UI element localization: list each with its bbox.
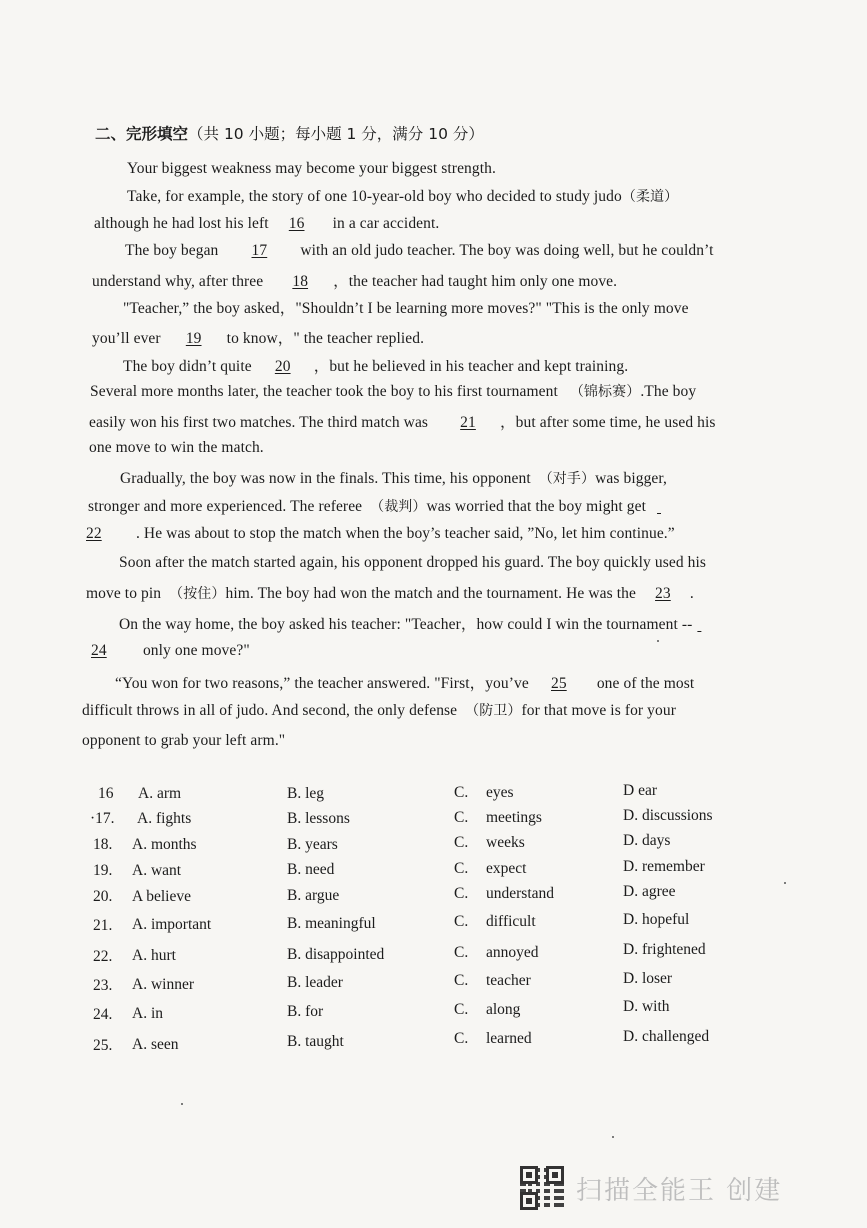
option-b[interactable]: B. disappointed (287, 946, 385, 963)
option-a[interactable]: A. winner (132, 976, 194, 993)
question-number: 24. (93, 1006, 113, 1023)
passage-text: to know，" the teacher replied. (226, 330, 425, 347)
option-d[interactable]: D. hopeful (623, 911, 690, 928)
passage-text: ，but after some time, he used his (500, 414, 716, 431)
question-number: ·17. (90, 810, 115, 827)
section-info: （共 10 小题；每小题 1 分，满分 10 分） (188, 125, 484, 143)
option-d[interactable]: D. with (623, 998, 670, 1015)
option-a[interactable]: A. months (132, 836, 197, 853)
passage-line (119, 554, 706, 572)
question-number: 20. (93, 888, 113, 905)
option-b[interactable]: B. need (287, 861, 335, 878)
passage-text: for that move is for your (521, 702, 676, 719)
passage-text: with an old judo teacher. The boy was doing well, but he couldn’t (300, 242, 714, 259)
option-a[interactable]: A. seen (132, 1036, 179, 1053)
passage-text: stronger and more experienced. The referee (88, 498, 363, 515)
passage-line (86, 583, 694, 603)
blank-23[interactable]: 23 (655, 585, 671, 602)
blank-19[interactable]: 19 (185, 330, 202, 347)
option-a[interactable]: A. important (132, 916, 212, 933)
question-number: 23. (93, 977, 113, 994)
option-c[interactable]: eyes (486, 784, 514, 801)
passage-line (82, 732, 285, 750)
passage-text: ，the teacher had taught him only one move. (333, 273, 618, 290)
passage-line (123, 296, 689, 318)
passage-text: Your biggest weakness may become your biggest strength. (127, 160, 496, 177)
option-d[interactable]: D. loser (623, 970, 673, 987)
option-d[interactable]: D ear (623, 782, 657, 799)
passage-text: . (689, 585, 694, 602)
option-a[interactable]: A. want (132, 862, 182, 879)
option-c[interactable]: annoyed (486, 944, 539, 961)
option-b[interactable]: B. taught (287, 1033, 344, 1050)
passage-line (120, 468, 667, 488)
option-a[interactable]: A. hurt (132, 947, 176, 964)
passage-text: The boy began (125, 242, 219, 259)
option-c-letter: C. (454, 972, 469, 989)
option-c[interactable]: learned (486, 1030, 532, 1047)
option-b[interactable]: B. meaningful (287, 915, 376, 932)
passage-line (92, 269, 617, 291)
passage-text: move to pin (86, 585, 162, 602)
blank-18[interactable]: 18 (292, 273, 309, 290)
passage-line (115, 671, 694, 693)
chinese-gloss: （按住） (169, 586, 226, 602)
question-number: 21. (93, 917, 113, 934)
passage-text: you’ll ever (92, 330, 161, 347)
blank-25[interactable]: 25 (551, 675, 567, 692)
option-c-letter: C. (454, 913, 469, 930)
question-number: 19. (93, 862, 113, 879)
scanner-watermark (520, 1164, 800, 1210)
option-b[interactable]: B. for (287, 1003, 324, 1020)
blank-20[interactable]: 20 (274, 358, 291, 375)
option-c-letter: C. (454, 834, 469, 851)
passage-text: The boy didn’t quite (123, 358, 252, 375)
passage-text: in a car accident. (332, 215, 440, 232)
option-d[interactable]: D. agree (623, 883, 676, 900)
option-c[interactable]: along (486, 1001, 521, 1018)
passage-line (82, 700, 676, 720)
passage-line (91, 642, 250, 660)
option-a[interactable]: A. in (132, 1005, 163, 1022)
passage-text: easily won his first two matches. The third match was (89, 414, 429, 431)
option-d[interactable]: D. frightened (623, 941, 706, 958)
chinese-gloss: （裁判） (370, 499, 427, 515)
blank-24[interactable]: 24 (91, 642, 107, 659)
blank-22[interactable]: 22 (86, 525, 102, 542)
passage-line (92, 326, 424, 348)
passage-text: opponent to grab your left arm." (82, 732, 286, 749)
passage-text: ，but he believed in his teacher and kept training. (313, 358, 629, 375)
option-c[interactable]: understand (486, 885, 555, 902)
option-d[interactable]: D. days (623, 832, 671, 849)
question-number: 18. (93, 836, 113, 853)
passage-text: Gradually, the boy was now in the finals. This time, his opponent (120, 470, 531, 487)
question-number: 25. (93, 1037, 113, 1054)
passage-line (125, 242, 713, 260)
chinese-gloss: （柔道） (621, 189, 679, 205)
option-b[interactable]: B. years (287, 836, 338, 853)
option-b[interactable]: B. lessons (287, 810, 350, 827)
passage-line (119, 612, 706, 634)
passage-line (90, 381, 696, 401)
scan-speck (657, 640, 659, 642)
chinese-gloss: （锦标赛） (569, 384, 641, 400)
option-b[interactable]: B. argue (287, 887, 340, 904)
option-b[interactable]: B. leader (287, 974, 343, 991)
option-c[interactable]: difficult (486, 913, 536, 930)
passage-text: On the way home, the boy asked his teacher: "Teacher，how could I win the tournament -- (119, 616, 693, 633)
passage-text: was bigger, (595, 470, 668, 487)
qr-code-icon (520, 1166, 564, 1210)
chinese-gloss: （对手） (538, 471, 596, 487)
passage-text: Take, for example, the story of one 10-year-old boy who decided to study judo (127, 188, 622, 205)
blank-16[interactable]: 16 (288, 215, 305, 232)
option-c-letter: C. (454, 1001, 469, 1018)
option-a[interactable]: A. arm (138, 785, 182, 802)
blank-21[interactable]: 21 (460, 414, 476, 431)
option-c[interactable]: meetings (486, 809, 542, 826)
option-d[interactable]: D. discussions (623, 807, 713, 824)
option-c-letter: C. (454, 784, 469, 801)
passage-line (86, 525, 675, 543)
option-c-letter: C. (454, 885, 469, 902)
passage-line (89, 439, 264, 457)
passage-text: one move to win the match. (89, 439, 264, 456)
passage-text: . He was about to stop the match when the boy’s teacher said, ”No, let him continue.” (135, 525, 675, 542)
option-d[interactable]: D. challenged (623, 1028, 710, 1045)
option-d[interactable]: D. remember (623, 858, 705, 875)
option-c-letter: C. (454, 944, 469, 961)
option-b[interactable]: B. leg (287, 785, 325, 802)
option-c[interactable]: teacher (486, 972, 531, 989)
passage-text: "Teacher,” the boy asked，"Shouldn’t I be learning more moves?" "This is the only move (123, 300, 689, 317)
blank-17[interactable]: 17 (251, 242, 268, 259)
passage-line (127, 160, 496, 178)
passage-line (94, 215, 439, 233)
option-c[interactable]: expect (486, 860, 527, 877)
chinese-gloss: （防卫） (465, 703, 522, 719)
scan-speck (784, 882, 786, 884)
passage-line (89, 410, 716, 432)
question-number: 16 (98, 785, 114, 802)
passage-text: although he had lost his left (94, 215, 269, 232)
passage-text: only one move?" (142, 642, 250, 659)
section-title: 二、完形填空 (95, 125, 189, 143)
scan-speck (181, 1103, 183, 1105)
passage-line (127, 186, 678, 206)
option-c[interactable]: weeks (486, 834, 525, 851)
passage-line (123, 354, 628, 376)
brand-text: 扫描全能王 创建 (576, 1176, 783, 1206)
option-c-letter: C. (454, 1030, 469, 1047)
passage-text: Soon after the match started again, his opponent dropped his guard. The boy quickly used his (119, 554, 707, 571)
passage-line (88, 496, 672, 516)
passage-text: “You won for two reasons,” the teacher answered. "First，you’ve (115, 675, 529, 692)
passage-text: him. The boy had won the match and the tournament. He was the (225, 585, 636, 602)
scan-speck (612, 1136, 614, 1138)
passage-text: .The boy (640, 383, 697, 400)
section-heading (95, 122, 484, 144)
question-number: 22. (93, 948, 113, 965)
passage-text: was worried that the boy might get (426, 498, 647, 515)
option-a[interactable]: A. fights (137, 810, 192, 827)
option-c-letter: C. (454, 809, 469, 826)
option-a[interactable]: A believe (132, 888, 191, 905)
passage-text: understand why, after three (92, 273, 264, 290)
passage-text: one of the most (596, 675, 695, 692)
option-c-letter: C. (454, 860, 469, 877)
passage-text: Several more months later, the teacher took the boy to his first tournament (90, 383, 558, 400)
passage-text: difficult throws in all of judo. And second, the only defense (82, 702, 458, 719)
